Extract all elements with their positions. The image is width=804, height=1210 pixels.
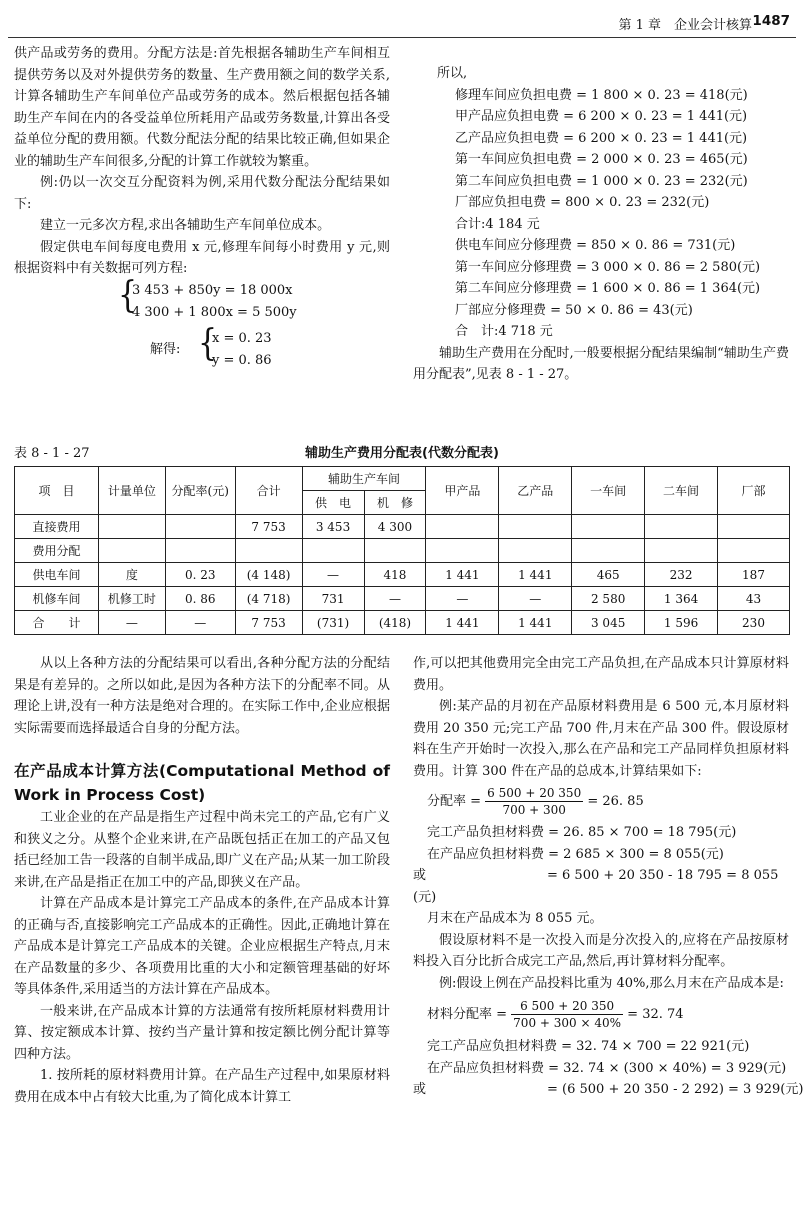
table-cell: (418)	[364, 611, 426, 635]
or-label: 或	[413, 1082, 427, 1097]
calc-expression: = 6 500 + 20 350 - 18 795 = 8 055	[547, 868, 779, 883]
paragraph: 假定供电车间每度电费用 x 元,修理车间每小时费用 y 元,则根据资料中有关数据可列方程:	[14, 239, 390, 276]
calc-line-or	[413, 865, 789, 887]
table-cell: 1 441	[426, 611, 499, 635]
calc-line: 第一车间应分修理费 = 3 000 × 0. 86 = 2 580(元)	[455, 259, 761, 275]
table-cell: —	[165, 611, 235, 635]
table-cell: 7 753	[235, 515, 302, 539]
table-row	[15, 587, 790, 611]
solution-system: 解得: { x = 0. 23 y = 0. 86	[14, 328, 390, 376]
table-number: 表 8 - 1 - 27	[14, 446, 90, 461]
table-cell	[718, 515, 790, 539]
table-cell: 费用分配	[15, 539, 99, 563]
section-heading: 在产品成本计算方法(Computational Method of Work in Process Cost)	[14, 762, 390, 804]
header-rule	[8, 37, 796, 38]
table-cell: 232	[645, 563, 718, 587]
table-caption	[14, 442, 790, 462]
table-row	[15, 539, 790, 563]
table-cell	[426, 515, 499, 539]
left-column-top	[14, 43, 390, 376]
solution: x = 0. 23	[212, 330, 272, 346]
table-cell: 1 441	[499, 563, 572, 587]
table-cell	[165, 515, 235, 539]
table-cell: 度	[98, 563, 165, 587]
table-cell	[645, 539, 718, 563]
paragraph: 1. 按所耗的原材料费用计算。在产品生产过程中,如果原材料费用在成本中占有较大比重,为了简化成本计算工	[14, 1068, 390, 1105]
paragraph: 例:某产品的月初在产品原材料费用是 6 500 元,本月原材料费用 20 350 元;完工产品 700 件,月末在产品 300 件。假设原材料在生产开始时一次投入,那么在产品和完工产品同样负担原材料费用。计算 300 件在产品的总成本,计算结果如下:	[413, 699, 789, 779]
rate-formula	[413, 994, 789, 1036]
formula-label: 分配率 =	[427, 794, 482, 809]
left-column-bottom	[14, 653, 390, 1108]
table-cell	[499, 539, 572, 563]
header-plant: 厂部	[718, 467, 790, 515]
paragraph: 供产品或劳务的费用。分配方法是:首先根据各辅助生产车间相互提供劳务以及对外提供劳务的数量、生产费用额之间的数学关系,计算各辅助生产车间单位产品或劳务的成本。然后根据包括各辅助生产车间在内的各受益单位所耗用产品或劳务数量,计算出各受益单位分配的费用额。代数分配法分配的结果比较正确,但如果企业的辅助生产车间很多,分配的计算工作就较为繁重。	[14, 46, 390, 169]
table-cell	[426, 539, 499, 563]
table-row	[15, 563, 790, 587]
equation: 4 300 + 1 800x = 5 500y	[132, 304, 297, 320]
calc-unit: (元)	[413, 889, 437, 905]
numerator: 6 500 + 20 350	[511, 998, 623, 1015]
calc-line: 月末在产品成本为 8 055 元。	[427, 911, 603, 926]
table-cell: 0. 86	[165, 587, 235, 611]
calc-line: 在产品应负担材料费 = 32. 74 × (300 × 40%) = 3 929(元)	[427, 1060, 787, 1076]
header-product-b: 乙产品	[499, 467, 572, 515]
table-cell: —	[302, 563, 364, 587]
table-cell: 3 453	[302, 515, 364, 539]
calc-line-or	[413, 1079, 804, 1101]
paragraph: 所以,	[437, 66, 468, 81]
table-cell: 7 753	[235, 611, 302, 635]
calc-line: 合计:4 184 元	[455, 216, 540, 232]
table-cell: (731)	[302, 611, 364, 635]
table-cell: 187	[718, 563, 790, 587]
header-product-a: 甲产品	[426, 467, 499, 515]
table-cell	[718, 539, 790, 563]
table-cell: 1 441	[499, 611, 572, 635]
page-number: 1487	[752, 13, 790, 29]
solution: y = 0. 86	[212, 352, 272, 368]
calc-line: 第二车间应负担电费 = 1 000 × 0. 23 = 232(元)	[455, 173, 748, 189]
table-cell	[165, 539, 235, 563]
fraction	[511, 998, 623, 1031]
calc-line: 完工产品负担材料费 = 26. 85 × 700 = 18 795(元)	[427, 825, 737, 840]
calc-line: 供电车间应分修理费 = 850 × 0. 86 = 731(元)	[455, 238, 736, 253]
table-cell: 1 364	[645, 587, 718, 611]
calc-line: 第二车间应分修理费 = 1 600 × 0. 86 = 1 364(元)	[455, 281, 761, 296]
fraction	[485, 785, 583, 818]
table-cell: 3 045	[572, 611, 645, 635]
table-cell: 直接费用	[15, 515, 99, 539]
table-cell: 731	[302, 587, 364, 611]
paragraph: 工业企业的在产品是指生产过程中尚未完工的产品,它有广义和狭义之分。从整个企业来讲,在产品既包括正在加工的产品又包括已经加工告一段落的自制半成品,即广义在产品;从某一加工阶段来讲,在产品是指正在加工中的产品,即狭义在产品。	[14, 810, 390, 890]
paragraph: 辅助生产费用在分配时,一般要根据分配结果编制“辅助生产费用分配表”,见表 8 - 1 - 27。	[413, 345, 789, 382]
table-cell	[364, 539, 426, 563]
calc-line: 在产品应负担材料费 = 2 685 × 300 = 8 055(元)	[427, 846, 724, 862]
paragraph: 一般来讲,在产品成本计算的方法通常有按所耗原材料费用计算、按定额成本计算、按约当产量计算和按定额比例分配计算等四种方法。	[14, 1003, 390, 1062]
calc-lines	[413, 85, 789, 343]
table-cell: 418	[364, 563, 426, 587]
denominator: 700 + 300 × 40%	[513, 1016, 622, 1030]
table-cell: 2 580	[572, 587, 645, 611]
paragraph: 建立一元多次方程,求出各辅助生产车间单位成本。	[40, 218, 331, 233]
table-cell: (4 718)	[235, 587, 302, 611]
chapter-title: 第 1 章 企业会计核算	[618, 18, 752, 33]
table-cell	[98, 515, 165, 539]
header-power: 供 电	[302, 491, 364, 515]
header-aux: 辅助生产车间	[302, 467, 426, 491]
calc-line: 完工产品应负担材料费 = 32. 74 × 700 = 22 921(元)	[427, 1039, 750, 1054]
header-unit: 计量单位	[98, 467, 165, 515]
table-cell: —	[426, 587, 499, 611]
calc-line: 合 计:4 718 元	[455, 324, 553, 339]
formula-label: 材料分配率 =	[427, 1007, 508, 1022]
table-cell	[572, 515, 645, 539]
table-row	[15, 515, 790, 539]
table-cell: 230	[718, 611, 790, 635]
table-cell: —	[98, 611, 165, 635]
paragraph: 作,可以把其他费用完全由完工产品负担,在产品成本只计算原材料费用。	[413, 656, 789, 693]
formula-value: = 26. 85	[587, 794, 644, 809]
header-workshop-1: 一车间	[572, 467, 645, 515]
or-label: 或	[413, 868, 427, 883]
table-cell	[645, 515, 718, 539]
table-cell	[572, 539, 645, 563]
denominator: 700 + 300	[502, 803, 566, 817]
numerator: 6 500 + 20 350	[487, 786, 582, 800]
paragraph: 例:仍以一次交互分配资料为例,采用代数分配法分配结果如下:	[14, 175, 390, 212]
table-cell	[302, 539, 364, 563]
table-cell: —	[499, 587, 572, 611]
paragraph: 计算在产品成本是计算完工产品成本的条件,在产品成本计算的正确与否,直接影响完工产品成本的正确性。因此,正确地计算在产品成本是计算完工产品成本的关键。企业应根据生产特点,月末在产品数量的多少、各项费用比重的大小和定额管理基础的好坏等具体条件,采用适当的方法计算在产品成本。	[14, 896, 390, 997]
calc-line: 厂部应负担电费 = 800 × 0. 23 = 232(元)	[455, 195, 710, 210]
table-cell: 465	[572, 563, 645, 587]
table-cell: 合 计	[15, 611, 99, 635]
table-cell: 0. 23	[165, 563, 235, 587]
calc-line: 第一车间应负担电费 = 2 000 × 0. 23 = 465(元)	[455, 152, 748, 167]
paragraph: 假设原材料不是一次投入而是分次投入的,应将在产品按原材料投入百分比折合成完工产品,然后,再计算材料分配率。	[413, 932, 789, 969]
header-total: 合计	[235, 467, 302, 515]
table-cell: 机修车间	[15, 587, 99, 611]
equation: 3 453 + 850y = 18 000x	[132, 282, 293, 298]
table-cell: 43	[718, 587, 790, 611]
table-cell: (4 148)	[235, 563, 302, 587]
right-column-bottom	[413, 653, 804, 1101]
table-cell: 供电车间	[15, 563, 99, 587]
equation-system: { 3 453 + 850y = 18 000x 4 300 + 1 800x = 5 500y	[14, 280, 390, 328]
calc-line: 甲产品应负担电费 = 6 200 × 0. 23 = 1 441(元)	[455, 109, 748, 124]
header-rate: 分配率(元)	[165, 467, 235, 515]
table-cell	[235, 539, 302, 563]
table-title: 辅助生产费用分配表(代数分配表)	[305, 446, 499, 461]
table-row	[15, 611, 790, 635]
table-cell: —	[364, 587, 426, 611]
table-cell	[98, 539, 165, 563]
solve-label: 解得:	[150, 341, 181, 357]
paragraph: 例:假设上例在产品投料比重为 40%,那么月末在产品成本是:	[439, 975, 784, 991]
header-item: 项 目	[15, 467, 99, 515]
table-cell: 1 441	[426, 563, 499, 587]
calc-expression: = (6 500 + 20 350 - 2 292) = 3 929(元)	[547, 1082, 804, 1097]
calc-line: 厂部应分修理费 = 50 × 0. 86 = 43(元)	[455, 302, 693, 318]
paragraph: 从以上各种方法的分配结果可以看出,各种分配方法的分配结果是有差异的。之所以如此,是因为各种方法下的分配率不同。从理论上讲,没有一种方法是绝对合理的。在实际工作中,企业应根据实际需要而选择最适合自身的分配方法。	[14, 656, 390, 736]
allocation-table	[14, 466, 790, 635]
calc-line: 修理车间应负担电费 = 1 800 × 0. 23 = 418(元)	[455, 87, 748, 103]
formula-value: = 32. 74	[627, 1007, 684, 1022]
table-cell: 1 596	[645, 611, 718, 635]
header-workshop-2: 二车间	[645, 467, 718, 515]
table-cell	[499, 515, 572, 539]
header-repair: 机 修	[364, 491, 426, 515]
calc-line: 乙产品应负担电费 = 6 200 × 0. 23 = 1 441(元)	[455, 130, 748, 146]
table-cell: 4 300	[364, 515, 426, 539]
table-cell: 机修工时	[98, 587, 165, 611]
right-column-top	[413, 63, 789, 386]
page-header	[0, 8, 804, 34]
rate-formula	[413, 782, 789, 822]
